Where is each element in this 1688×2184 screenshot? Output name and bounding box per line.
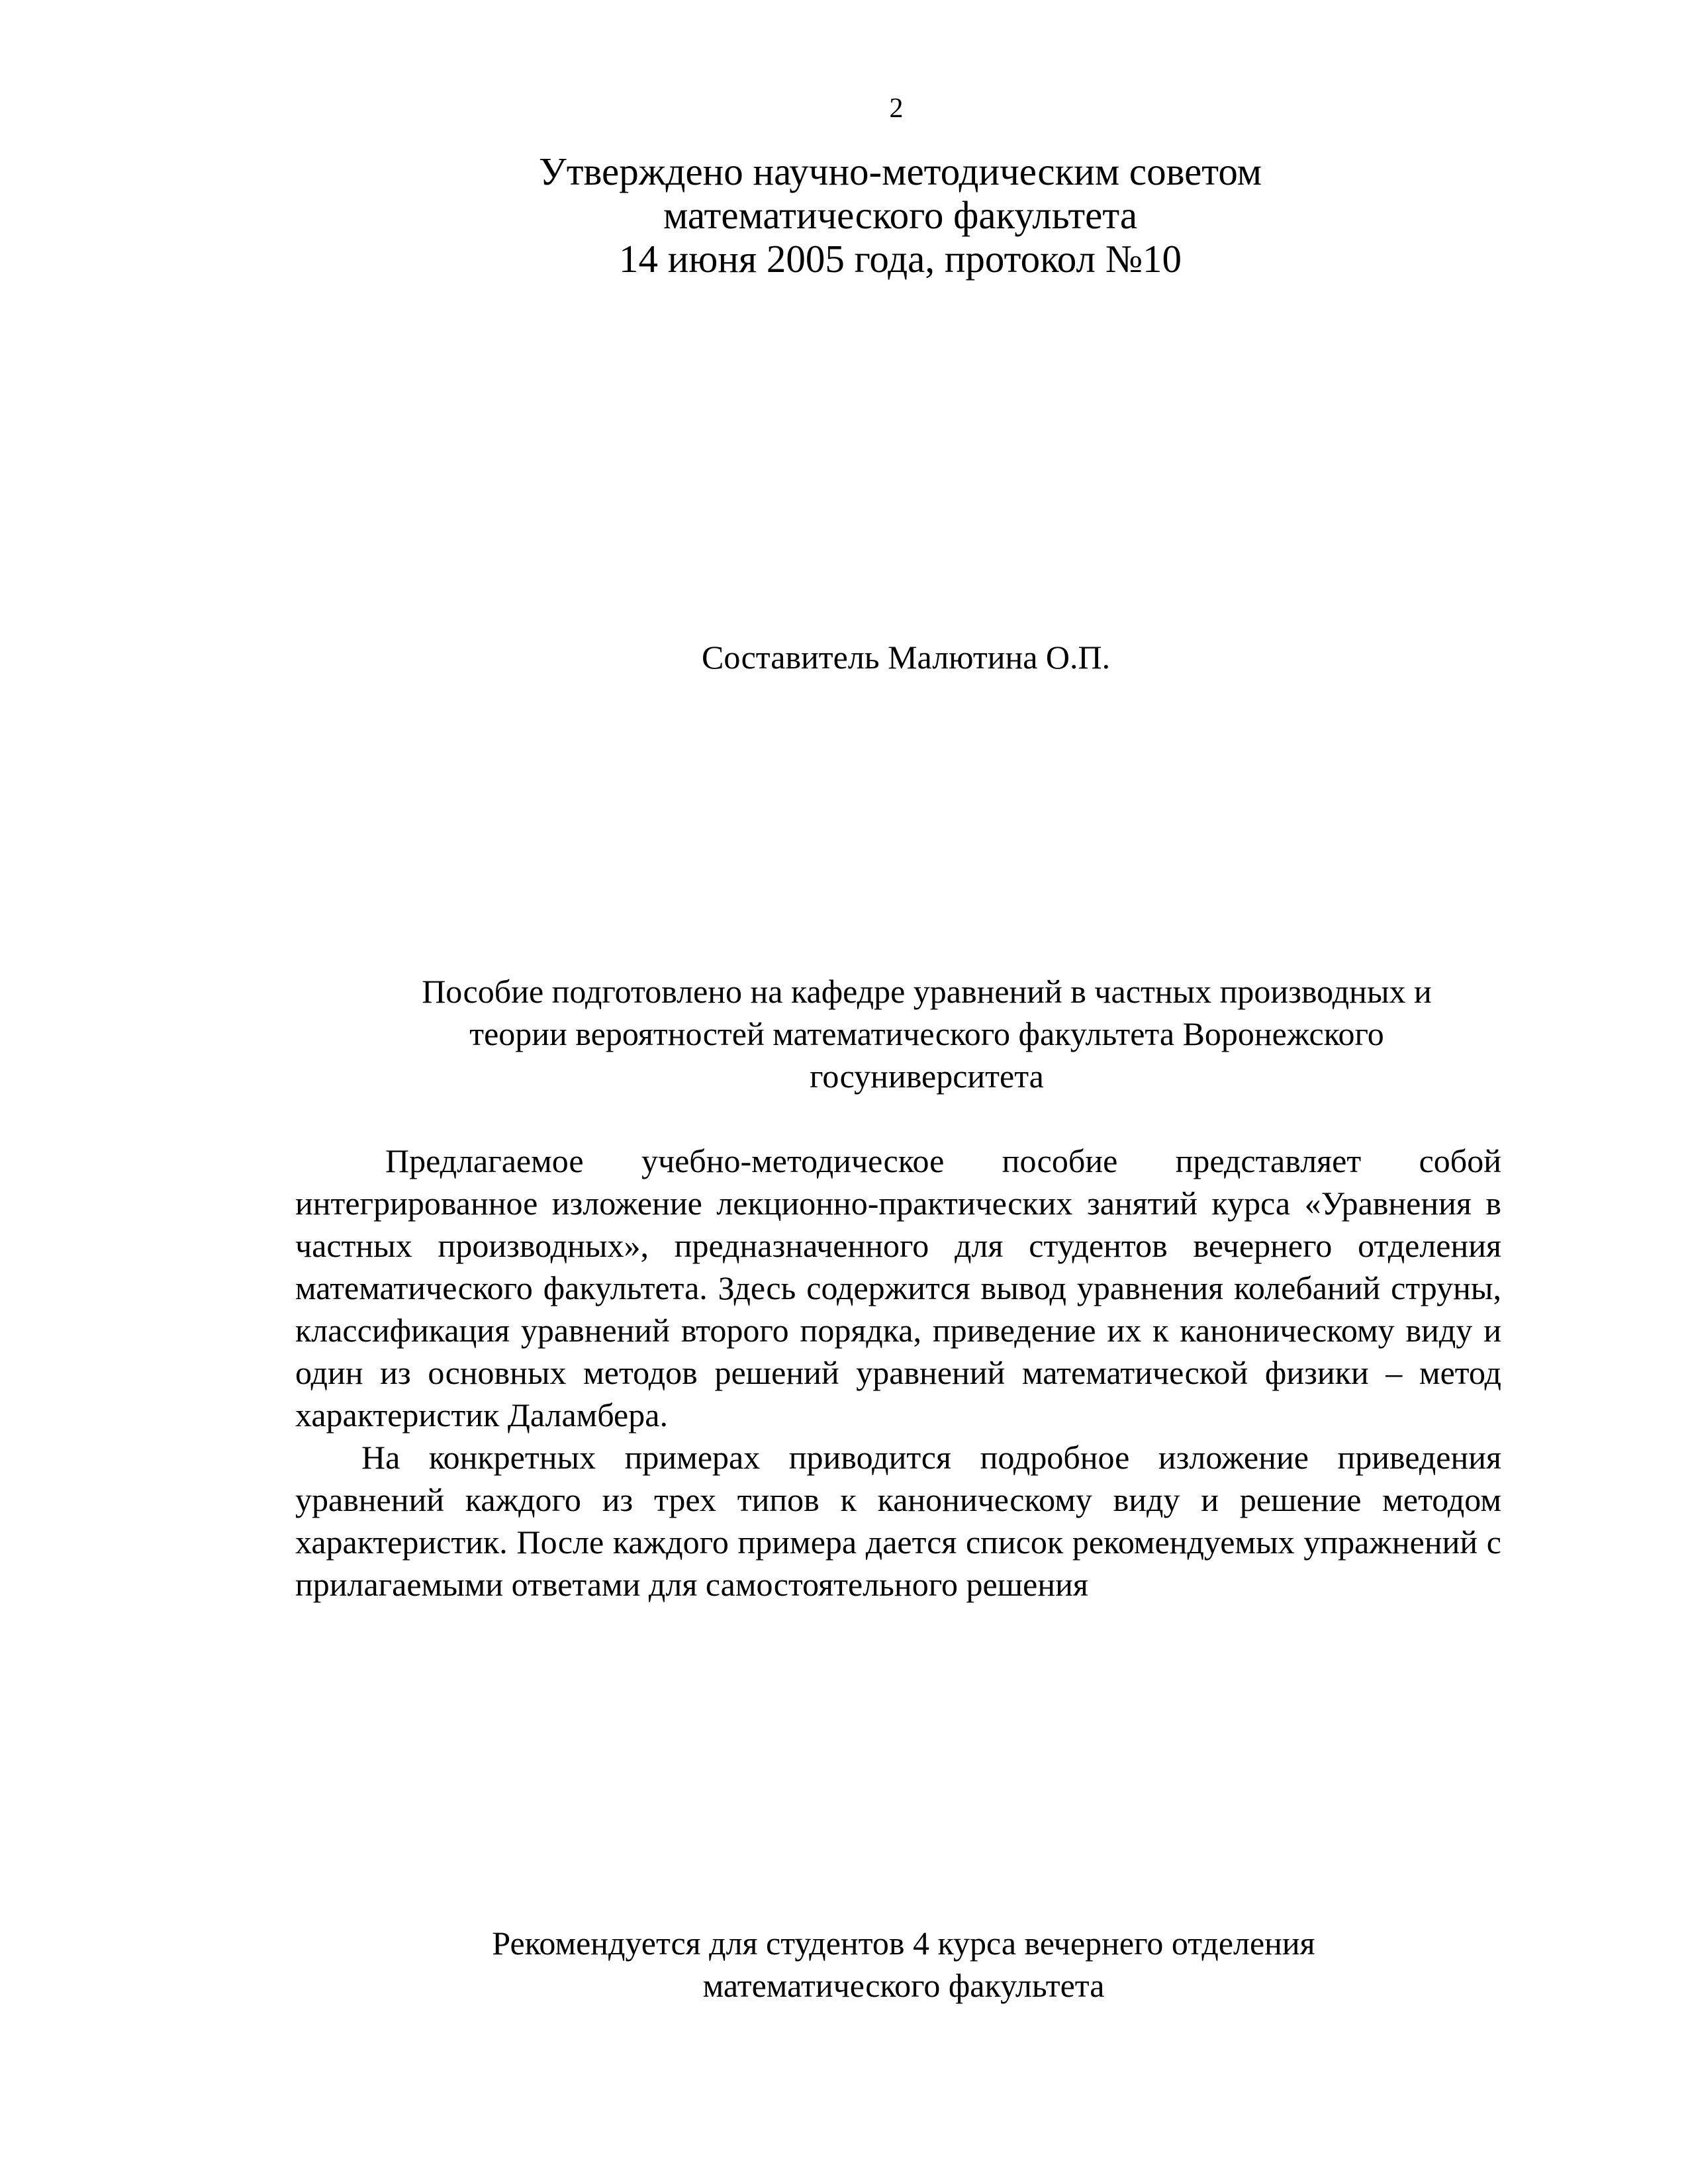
recommendation-line: Рекомендуется для студентов 4 курса вечернего отделения <box>492 1925 1315 1962</box>
department-note-line: теории вероятностей математического факультета Воронежского <box>469 1015 1384 1052</box>
department-note <box>357 970 1496 1097</box>
compiler-line: Составитель Малютина О.П. <box>702 639 1111 676</box>
department-note-line: госуниверситета <box>810 1058 1044 1095</box>
department-note-line: Пособие подготовлено на кафедре уравнений в частных производных и <box>422 973 1432 1010</box>
annotation-paragraph: На конкретных примерах приводится подробное изложение приведения уравнений каждого из трех типов к каноническому виду и решение методом характеристик. После каждого примера дается список рекомендуемых упражнений с прилагаемыми ответами для самостоятельного решения <box>295 1439 1501 1603</box>
recommendation <box>424 1922 1383 2007</box>
approval-block <box>463 150 1337 281</box>
approval-line: математического факультета <box>663 193 1138 237</box>
approval-line: Утверждено научно-методическим советом <box>538 150 1262 193</box>
approval-line: 14 июня 2005 года, протокол №10 <box>618 237 1182 281</box>
annotation-paragraph: Предлагаемое учебно-методическое пособие представляет собой интегрированное изложение лекционно-практических занятий курса «Уравнения в частных производных», предназначенного для студентов вечернего отделения математического факультета. Здесь содержится вывод уравнения колебаний струны, классификация уравнений второго порядка, приведение их к каноническому виду и один из основных методов решений уравнений математической физики – метод характеристик Даламбера. <box>295 1142 1501 1433</box>
recommendation-line: математического факультета <box>702 1967 1105 2004</box>
annotation <box>295 1140 1501 1606</box>
page-number: 2 <box>889 93 904 124</box>
